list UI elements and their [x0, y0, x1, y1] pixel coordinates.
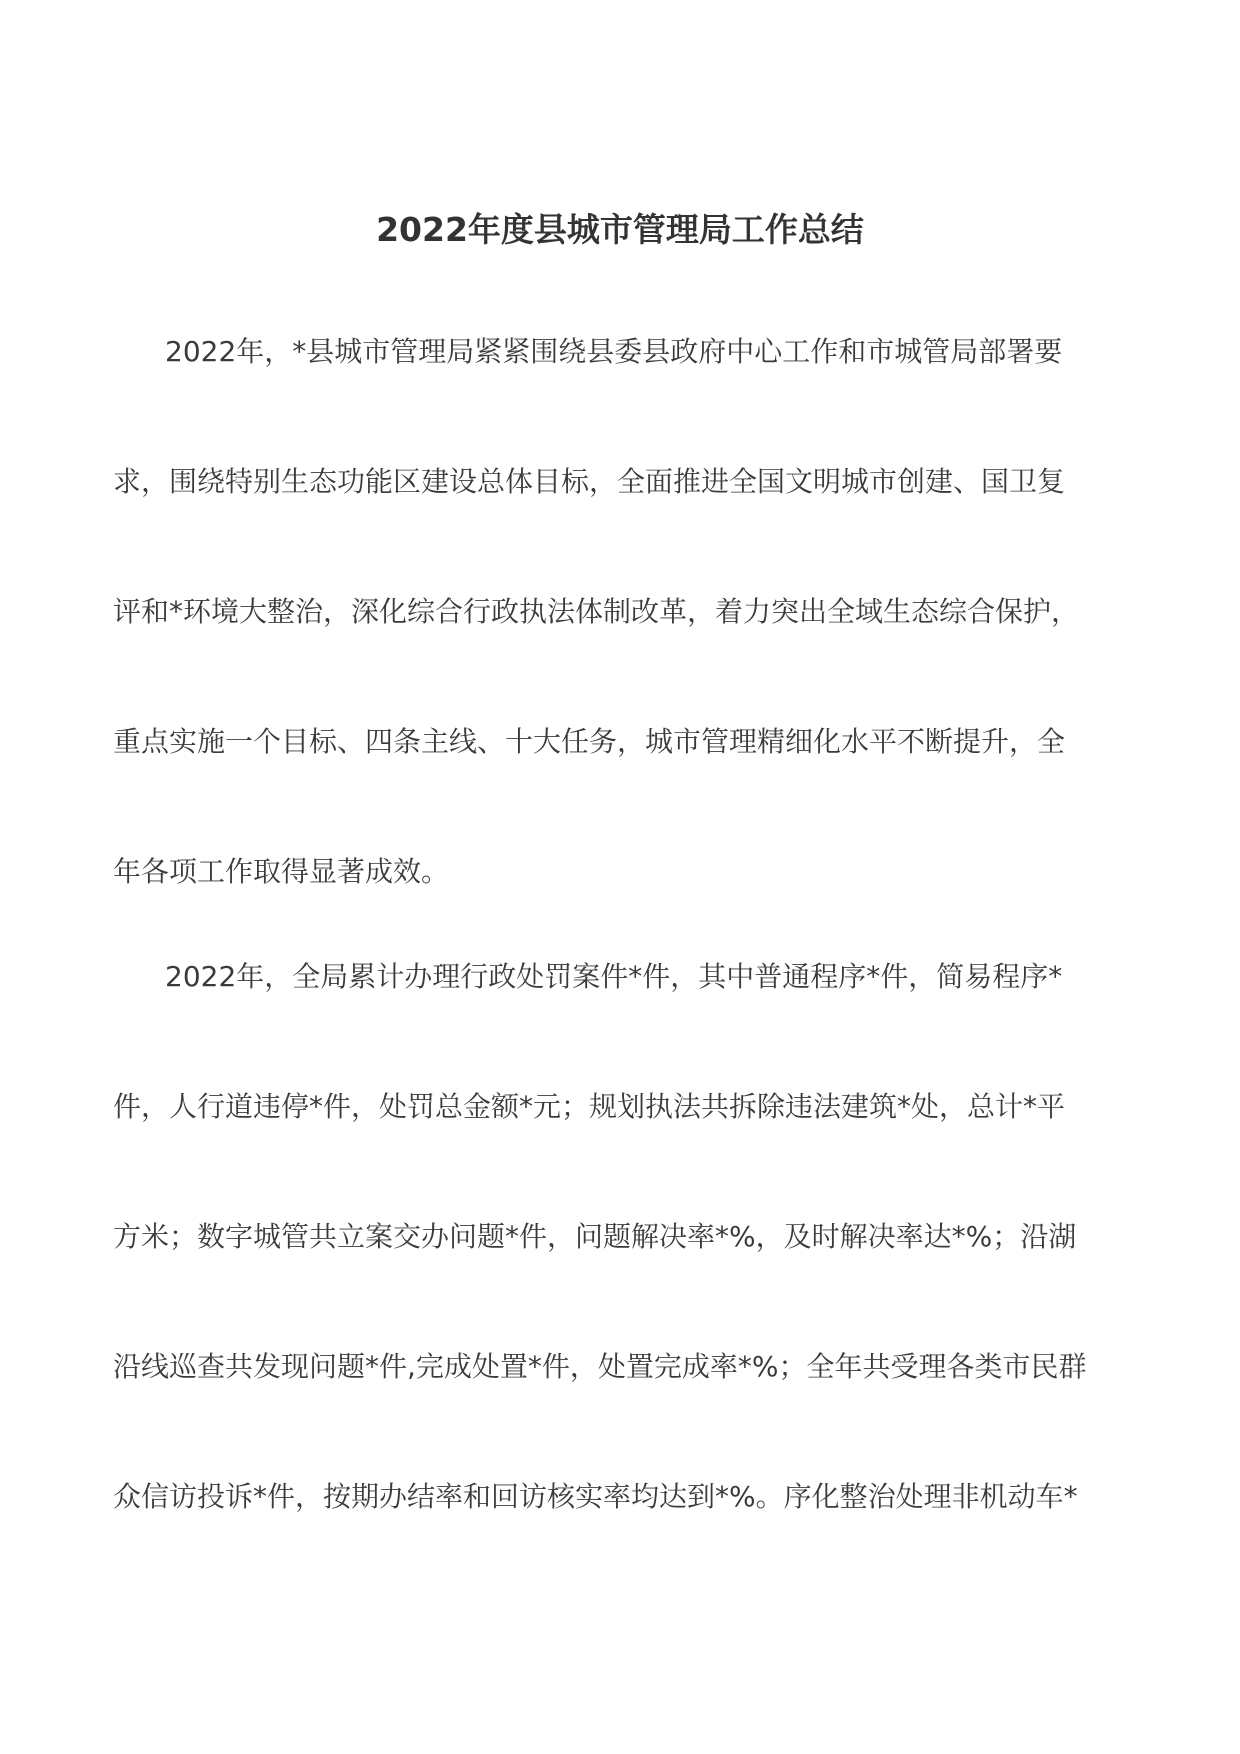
paragraph-2-line-2: 件，人行道违停*件，处罚总金额*元；规划执法共拆除违法建筑*处，总计*平: [113, 1090, 1066, 1123]
document-title: 2022年度县城市管理局工作总结: [376, 210, 864, 249]
paragraph-1-line-3: 评和*环境大整治，深化综合行政执法体制改革，着力突出全域生态综合保护，: [113, 595, 1080, 628]
paragraph-2-line-1: 2022年，全局累计办理行政处罚案件*件，其中普通程序*件，简易程序*: [165, 960, 1063, 993]
paragraph-1-line-4: 重点实施一个目标、四条主线、十大任务，城市管理精细化水平不断提升，全: [113, 725, 1066, 758]
paragraph-1-line-1: 2022年，*县城市管理局紧紧围绕县委县政府中心工作和市城管局部署要: [165, 335, 1063, 368]
paragraph-1-line-5: 年各项工作取得显著成效。: [113, 855, 450, 888]
paragraph-2-line-4: 沿线巡查共发现问题*件,完成处置*件，处置完成率*%；全年共受理各类市民群: [113, 1350, 1087, 1383]
paragraph-2-line-5: 众信访投诉*件，按期办结率和回访核实率均达到*%。序化整治处理非机动车*: [113, 1480, 1078, 1513]
paragraph-1-line-2: 求，围绕特别生态功能区建设总体目标，全面推进全国文明城市创建、国卫复: [113, 465, 1066, 498]
paragraph-2-line-3: 方米；数字城管共立案交办问题*件，问题解决率*%，及时解决率达*%；沿湖: [113, 1220, 1077, 1253]
